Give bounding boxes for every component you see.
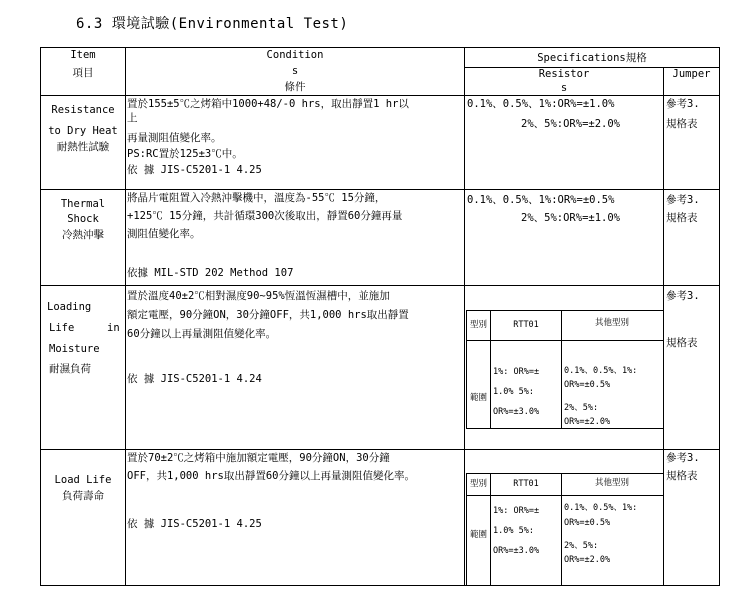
- row3-condition-line4: 依 據 JIS-C5201-1 4.24: [127, 373, 262, 385]
- item-col-divider: [125, 47, 126, 586]
- row4-sub-col1-val2: 1.0% 5%:: [493, 526, 534, 536]
- row3-sub-mid: [466, 340, 664, 341]
- row3-condition-line3: 60分鐘以上再量測阻值變化率。: [127, 328, 277, 340]
- row3-sub-range-label: 範圍: [469, 393, 487, 403]
- row4-sub-col2-val2: OR%=±0.5%: [564, 518, 611, 528]
- row4-sub-type-label: 型別: [469, 479, 487, 489]
- row1-condition-line1: 置於155±5℃之烤箱中1000+48/-0 hrs，取出靜置1 hr以: [127, 98, 409, 110]
- row3-bottom-border: [40, 449, 720, 450]
- row2-condition-line3: 測阻值變化率。: [127, 228, 201, 240]
- row3-sub-col1-header: RTT01: [513, 320, 539, 330]
- row3-sub-bottom: [466, 428, 664, 429]
- row1-resistor-line2: 2%、5%:OR%=±2.0%: [521, 118, 621, 130]
- header-jumper: Jumper: [672, 68, 711, 80]
- row4-condition-line3: 依 據 JIS-C5201-1 4.25: [127, 518, 262, 530]
- row3-sub-type-label: 型別: [469, 320, 487, 330]
- table-bottom-border: [40, 585, 720, 586]
- row1-item-line3: 耐熱性試驗: [56, 141, 110, 153]
- table-right-border: [719, 47, 720, 586]
- row4-sub-col2-val4: OR%=±2.0%: [564, 555, 611, 565]
- row3-condition-line2: 額定電壓，90分鐘ON，30分鐘OFF，共1,000 hrs取出靜置: [127, 309, 409, 321]
- row3-item-line4: Moisture: [49, 343, 100, 355]
- header-resistor-s: s: [560, 82, 568, 94]
- row1-item-line2: to Dry Heat: [48, 125, 118, 137]
- header-spec: Specifications規格: [537, 52, 647, 64]
- row3-item-line1: Loading: [47, 301, 92, 313]
- row4-sub-col1-val3: OR%=±3.0%: [493, 546, 540, 556]
- row2-condition-line1: 將晶片電阻置入冷熱沖擊機中，溫度為-55℃ 15分鐘，: [127, 192, 386, 204]
- row4-jumper-line2: 規格表: [666, 470, 698, 482]
- row2-item-line2: Shock: [67, 213, 99, 225]
- row3-item-line5: 耐濕負荷: [49, 363, 91, 375]
- header-condition-en: Condition: [266, 49, 324, 61]
- header-item-en: Item: [70, 49, 96, 61]
- row2-jumper-line1: 參考3.: [666, 194, 700, 206]
- row4-condition-line2: OFF，共1,000 hrs取出靜置60分鐘以上再量測阻值變化率。: [127, 470, 416, 482]
- row1-condition-line4: PS:RC置於125±3℃中。: [127, 148, 243, 160]
- row4-item-line1: Load Life: [54, 474, 112, 486]
- row3-sub-col2-header: 其他型別: [594, 318, 629, 328]
- row3-sub-col2-val3: 2%、5%:: [564, 403, 599, 413]
- row3-jumper-line2: 規格表: [666, 337, 698, 349]
- row2-bottom-border: [40, 285, 720, 286]
- row3-sub-col1-val1: 1%: OR%=±: [493, 367, 540, 377]
- row3-item-line2: Life: [49, 322, 75, 334]
- row1-condition-line3: 再量測阻值變化率。: [127, 132, 222, 144]
- header-resistor-en: Resistor: [538, 68, 590, 80]
- row1-resistor-line1: 0.1%、0.5%、1%:OR%=±1.0%: [467, 98, 615, 110]
- row3-jumper-line1: 參考3.: [666, 290, 700, 302]
- row2-item-line3: 冷熱沖擊: [62, 229, 104, 241]
- row2-condition-line2: +125℃ 15分鐘，共計循環300次後取出，靜置60分鐘再量: [127, 210, 403, 222]
- row4-jumper-line1: 參考3.: [666, 452, 700, 464]
- row4-sub-col1-header: RTT01: [513, 479, 539, 489]
- row4-sub-col1-val1: 1%: OR%=±: [493, 506, 540, 516]
- row3-item-line3: in: [107, 322, 120, 334]
- row3-sub-col2-val2: OR%=±0.5%: [564, 380, 611, 390]
- row3-condition-line1: 置於溫度40±2℃相對濕度90~95%恆溫恆濕槽中，並施加: [127, 290, 390, 302]
- row1-condition-line2: 上: [127, 112, 138, 124]
- row4-condition-line1: 置於70±2℃之烤箱中施加額定電壓，90分鐘ON，30分鐘: [127, 452, 390, 464]
- row2-resistor-line1: 0.1%、0.5%、1%:OR%=±0.5%: [467, 194, 615, 206]
- row3-sub-col2-val4: OR%=±2.0%: [564, 417, 611, 427]
- header-condition-zh: 條件: [284, 81, 306, 93]
- row3-sub-top: [466, 310, 664, 311]
- header-bottom-border: [40, 95, 720, 96]
- condition-col-divider: [464, 47, 465, 586]
- row4-sub-col2-val1: 0.1%、0.5%、1%:: [564, 503, 638, 513]
- row4-item-line2: 負荷壽命: [62, 490, 104, 502]
- row1-jumper-line1: 參考3.: [666, 98, 700, 110]
- row4-sub-mid: [466, 495, 664, 496]
- header-item-zh: 項目: [72, 67, 94, 79]
- row2-item-line1: Thermal: [60, 198, 106, 210]
- row4-sub-range-label: 範圍: [469, 530, 487, 540]
- row1-condition-line5: 依 據 JIS-C5201-1 4.25: [127, 164, 262, 176]
- row3-sub-col2-val1: 0.1%、0.5%、1%:: [564, 366, 638, 376]
- row2-resistor-line2: 2%、5%:OR%=±1.0%: [521, 212, 621, 224]
- header-condition-s: s: [291, 65, 299, 77]
- row1-jumper-line2: 規格表: [666, 118, 698, 130]
- row4-sub-col2-val3: 2%、5%:: [564, 541, 599, 551]
- row2-condition-line4: 依據 MIL-STD 202 Method 107: [127, 267, 294, 279]
- row1-item-line1: Resistance: [51, 104, 115, 116]
- row4-sub-col2-header: 其他型別: [594, 478, 629, 488]
- row4-sub-top: [466, 473, 664, 474]
- row3-sub-col1-val3: OR%=±3.0%: [493, 407, 540, 417]
- row3-sub-col1-val2: 1.0% 5%:: [493, 387, 534, 397]
- jumper-col-divider: [663, 67, 664, 586]
- row2-jumper-line2: 規格表: [666, 212, 698, 224]
- row1-bottom-border: [40, 189, 720, 190]
- row4-sub-div2: [561, 473, 562, 586]
- section-title: 6.3 環境試驗(Environmental Test): [76, 16, 349, 32]
